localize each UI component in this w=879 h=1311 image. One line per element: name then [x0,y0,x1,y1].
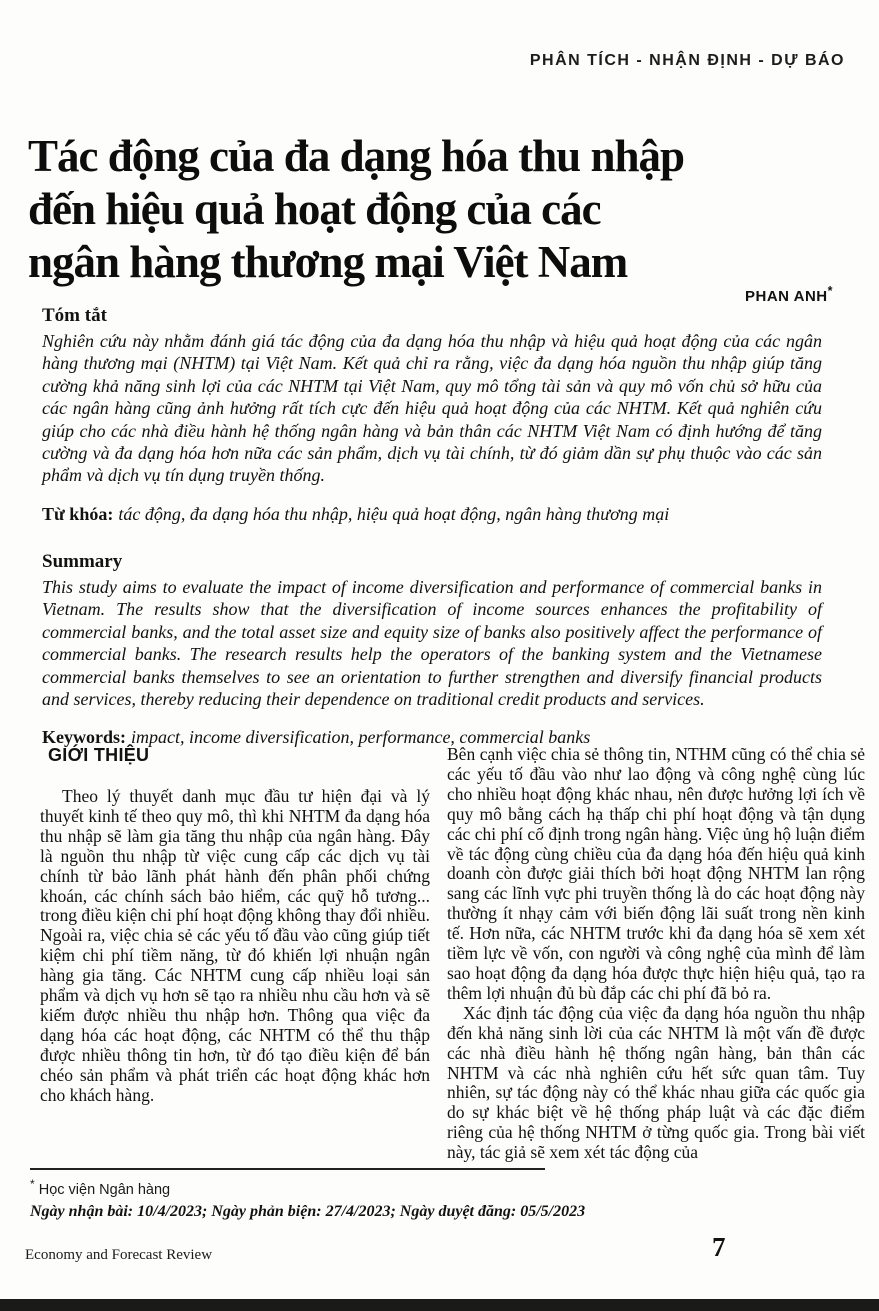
introduction-heading: GIỚI THIỆU [48,745,150,765]
introduction-paragraph-left: Theo lý thuyết danh mục đầu tư hiện đại và lý thuyết kinh tế theo quy mô, thì khi NHTM đa dạng hóa thu nhập sẽ làm gia tăng thu nhập của ngân hàng. Đây là nguồn thu nhập từ việc cung cấp các dịch vụ tài chính từ bảo lãnh phát hành đến phân phối chứng khoán, các chính sách bảo hiểm, các quỹ hỗ tương... trong điều kiện chi phí hoạt động không thay đổi nhiều. Ngoài ra, việc chia sẻ các yếu tố đầu vào cũng giúp tiết kiệm chi phí tiềm năng, từ đó khiến lợi nhuận ngân hàng gia tăng. Các NHTM cung cấp nhiều loại sản phẩm và dịch vụ hơn sẽ tạo ra nhiều nhu cầu hơn và sẽ kiếm được nhiều thu nhập hơn. Thông qua việc đa dạng hóa các hoạt động, các NHTM có thể thu thập được nhiều thông tin hơn, từ đó tạo điều kiện để bán chéo sản phẩm và phát triển các hoạt động khác hơn cho khách hàng. [40,786,430,1105]
scan-edge-bar [0,1299,879,1311]
abstract-vi-heading: Tóm tắt [42,305,107,326]
review-dates: Ngày nhận bài: 10/4/2023; Ngày phản biện: 27/4/2023; Ngày duyệt đăng: 05/5/2023 [30,1202,586,1220]
author-affiliation [30,1177,750,1198]
abstract-en-section [42,551,822,748]
running-head: PHÂN TÍCH - NHẬN ĐỊNH - DỰ BÁO [529,52,845,69]
introduction-columns [40,745,865,1163]
article-title-line-2: đến hiệu quả hoạt động của các [28,184,601,235]
affiliation-text: Học viện Ngân hàng [38,1181,171,1198]
abstract-en-body: This study aims to evaluate the impact of income diversification and performance of commercial banks in Vietnam. The results show that the diversification of income sources enhances the profitability of commercial banks, and the total asset size and equity size of banks also positively affect the performance of commercial banks. The research results help the operators of the banking system and the Vietnamese commercial banks themselves to see an orientation to further strengthen and diversify financial products and services, thereby reducing their dependence on traditional credit products and services. [42,577,822,710]
keywords-vi-line [42,504,822,525]
keywords-vi-text: tác động, đa dạng hóa thu nhập, hiệu quả hoạt động, ngân hàng thương mại [118,503,670,524]
author-byline [745,284,833,305]
journal-name: Economy and Forecast Review [25,1247,213,1263]
abstract-en-heading: Summary [42,551,123,572]
article-title [28,130,849,289]
keywords-en-text: impact, income diversification, performance, commercial banks [131,727,591,748]
introduction-paragraph-right-1: Bên cạnh việc chia sẻ thông tin, NTHM cũng có thể chia sẻ các yếu tố đầu vào như lao động và công nghệ cùng lúc cho nhiều hoạt động khác nhau, nên được hưởng lợi ích về quy mô bằng cách hạ thấp chi phí hoạt động và tận dụng các chi phí cố định trong ngân hàng. Việc ủng hộ luận điểm về tác động cùng chiều của đa dạng hóa đến hiệu quả kinh doanh còn được giải thích bởi hoạt động NHTM lan rộng sang các lĩnh vực phi truyền thống là do các hoạt động này thường ít nhạy cảm với biến động lãi suất trong nền kinh tế. Hơn nữa, các NHTM trước khi đa dạng hóa sẽ xem xét tiềm lực về vốn, con người và công nghệ của mình để làm sao hoạt động đa dạng hóa được thực hiện hiệu quả, tạo ra thêm lợi nhuận đủ bù đắp các chi phí đã bỏ ra. [447,744,865,1003]
introduction-right-column [447,745,865,1163]
introduction-left-column [40,745,430,1163]
keywords-vi-label: Từ khóa: [42,503,114,524]
author-note-marker: * [827,284,833,298]
footnote-block [30,1168,750,1221]
abstract-vi-section [42,305,822,525]
footnote-divider [30,1168,545,1170]
affiliation-marker: * [30,1177,35,1191]
keywords-en-label: Keywords: [42,727,126,748]
page-number: 7 [712,1232,726,1262]
article-title-line-3: ngân hàng thương mại Việt Nam [28,237,628,288]
author-name: PHAN ANH [745,288,828,305]
abstract-vi-body: Nghiên cứu này nhằm đánh giá tác động của đa dạng hóa thu nhập và hiệu quả hoạt động của các ngân hàng thương mại (NHTM) tại Việt Nam. Kết quả chỉ ra rằng, việc đa dạng hóa nguồn thu nhập giúp tăng cường khả năng sinh lợi của các NHTM tại Việt Nam, quy mô tổng tài sản và quy mô vốn chủ sở hữu của các ngân hàng cũng ảnh hưởng rất tích cực đến hiệu quả hoạt động của các NHTM. Kết quả nghiên cứu giúp cho các nhà điều hành hệ thống ngân hàng và bản thân các NHTM Việt Nam có định hướng để tăng cường và đa dạng hóa hơn nữa các sản phẩm, dịch vụ tài chính, từ đó giảm dần sự phụ thuộc vào các sản phẩm và dịch vụ tín dụng truyền thống. [42,331,822,486]
article-title-line-1: Tác động của đa dạng hóa thu nhập [28,131,685,182]
introduction-paragraph-right-2: Xác định tác động của việc đa dạng hóa nguồn thu nhập đến khả năng sinh lời của các NHTM là một vấn đề được các nhà điều hành hệ thống ngân hàng, bản thân các NHTM và các nhà nghiên cứu hết sức quan tâm. Tuy nhiên, sự tác động này có thể khác nhau giữa các quốc gia do sự khác biệt về hệ thống pháp luật và các đặc điểm riêng của hệ thống NHTM ở từng quốc gia. Trong bài viết này, tác giả sẽ xem xét tác động của [447,1002,865,1163]
